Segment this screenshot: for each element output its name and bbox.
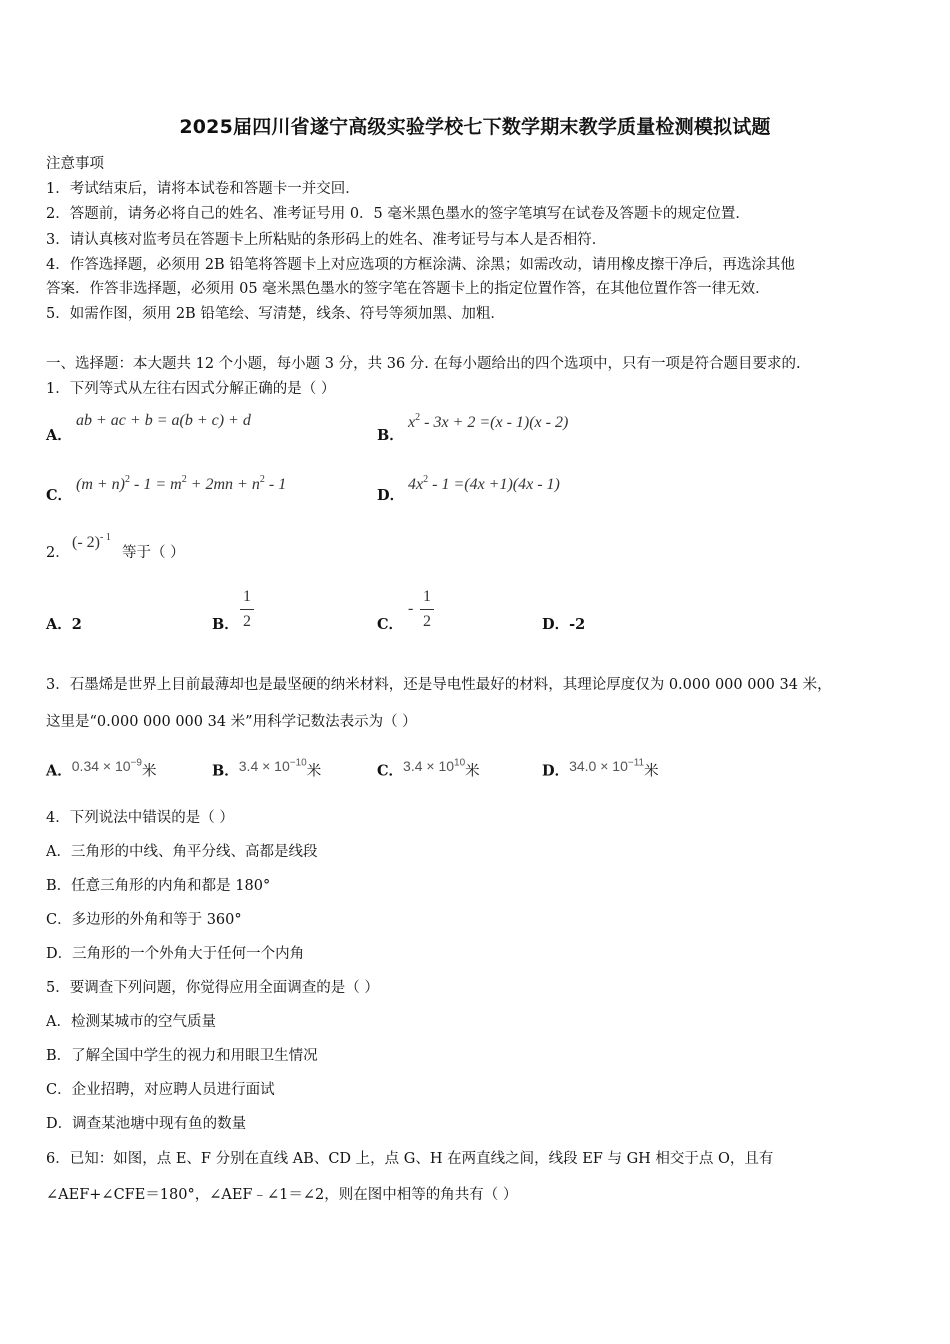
q3-option-c: C．$3.4 \times 10^{10}$米 [377, 757, 480, 780]
q1-option-b-formula: $x^2 - 3x + 2 =(x - 1)(x - 2)$ [408, 412, 569, 431]
page-title: 2025届四川省遂宁高级实验学校七下数学期末教学质量检测模拟试题 [179, 116, 771, 138]
notice-item-2: 2．答题前，请务必将自己的姓名、准考证号用 0．5 毫米黑色墨水的签字笔填写在试卷及答题卡的规定位置． [46, 206, 750, 222]
q2-option-b-fraction: 1 2 [240, 588, 254, 631]
q1-option-c-label: C． [46, 487, 73, 504]
notice-item-1: 1．考试结束后，请将本试卷和答题卡一并交回． [46, 181, 360, 197]
q3-option-b: B．$3.4 \times 10^{-10}$米 [212, 757, 322, 780]
q4-option-a: A．三角形的中线、角平分线、高都是线段 [46, 844, 318, 860]
q5-option-d: D．调查某池塘中现有鱼的数量 [46, 1116, 247, 1132]
q3-option-c-value: $3.4 \times 10^{10}$ [403, 757, 466, 774]
q1-option-d-label: D． [377, 487, 405, 504]
q4-option-c: C．多边形的外角和等于 360° [46, 912, 242, 928]
notice-item-5: 5．如需作图，须用 2B 铅笔绘、写清楚，线条、符号等须加黑、加粗． [46, 306, 505, 322]
q2-option-c-neg: - [408, 600, 414, 617]
q1-option-a-formula: ab + ac + b = a(b + c) + d [76, 412, 251, 429]
q3-option-a: A．$0.34 \times 10^{-9}$米 [46, 757, 157, 780]
q2-number: 2． [46, 545, 70, 561]
notice-item-3: 3．请认真核对监考员在答题卡上所粘贴的条形码上的姓名、准考证号与本人是否相符． [46, 232, 607, 248]
q5-option-c: C．企业招聘，对应聘人员进行面试 [46, 1082, 275, 1098]
q1-option-a-label: A． [46, 427, 72, 444]
q1-option-d-formula: $4x^2 - 1 =(4x +1)(4x - 1)$ [408, 474, 560, 493]
q3-option-b-value: $3.4 \times 10^{-10}$ [238, 757, 307, 774]
q2-option-b-label: B． [212, 616, 239, 633]
q3-stem-line1: 3．石墨烯是世界上目前最薄却也是最坚硬的纳米材料，还是导电性最好的材料，其理论厚度仅为 0.000 000 000 34 米， [46, 677, 832, 693]
q5-stem: 5．要调查下列问题，你觉得应用全面调查的是（ ） [46, 980, 379, 996]
q4-option-d: D．三角形的一个外角大于任何一个内角 [46, 946, 305, 962]
q2-stem: 等于（ ） [122, 545, 185, 561]
q2-option-a: A．2 [46, 616, 82, 633]
q3-option-d-value: $34.0 \times 10^{-11}$ [569, 757, 645, 774]
q2-option-d: D．-2 [542, 616, 586, 633]
q2-option-c-label: C． [377, 616, 404, 633]
q5-option-b: B．了解全国中学生的视力和用眼卫生情况 [46, 1048, 318, 1064]
q3-stem-line2: 这里是“0.000 000 000 34 米”用科学记数法表示为（ ） [46, 714, 417, 730]
notice-heading: 注意事项 [46, 156, 104, 172]
notice-item-4: 4．作答选择题，必须用 2B 铅笔将答题卡上对应选项的方框涂满、涂黑；如需改动，请用橡皮擦干净后，再选涂其他 [46, 257, 795, 273]
q3-option-d: D．$34.0 \times 10^{-11}$米 [542, 757, 659, 780]
q2-expression: (- 2)$^{- 1}$ [72, 532, 111, 551]
notice-item-4-cont: 答案．作答非选择题，必须用 05 毫米黑色墨水的签字笔在答题卡上的指定位置作答，在其他位置作答一律无效． [46, 281, 770, 297]
q4-stem: 4．下列说法中错误的是（ ） [46, 810, 234, 826]
q1-option-b-label: B． [377, 427, 404, 444]
q3-option-a-value: $0.34 \times 10^{-9}$ [71, 757, 142, 774]
q2-option-c-fraction: 1 2 [420, 588, 434, 631]
q6-stem-line1: 6．已知：如图，点 E、F 分别在直线 AB、CD 上，点 G、H 在两直线之间，线段 EF 与 GH 相交于点 O，且有 [46, 1151, 774, 1167]
q5-option-a: A．检测某城市的空气质量 [46, 1014, 216, 1030]
q4-option-b: B．任意三角形的内角和都是 180° [46, 878, 271, 894]
q1-option-c-formula: $(m + n)^2 - 1 = m^2 + 2mn + n^2 - 1$ [76, 474, 287, 493]
q6-stem-line2: ∠AEF+∠CFE＝180°，∠AEF﹣∠1＝∠2，则在图中相等的角共有（ ） [46, 1187, 518, 1203]
q1-stem: 1．下列等式从左往右因式分解正确的是（ ） [46, 381, 336, 397]
section-heading: 一、选择题：本大题共 12 个小题，每小题 3 分，共 36 分. 在每小题给出的四个选项中，只有一项是符合题目要求的. [46, 356, 801, 372]
